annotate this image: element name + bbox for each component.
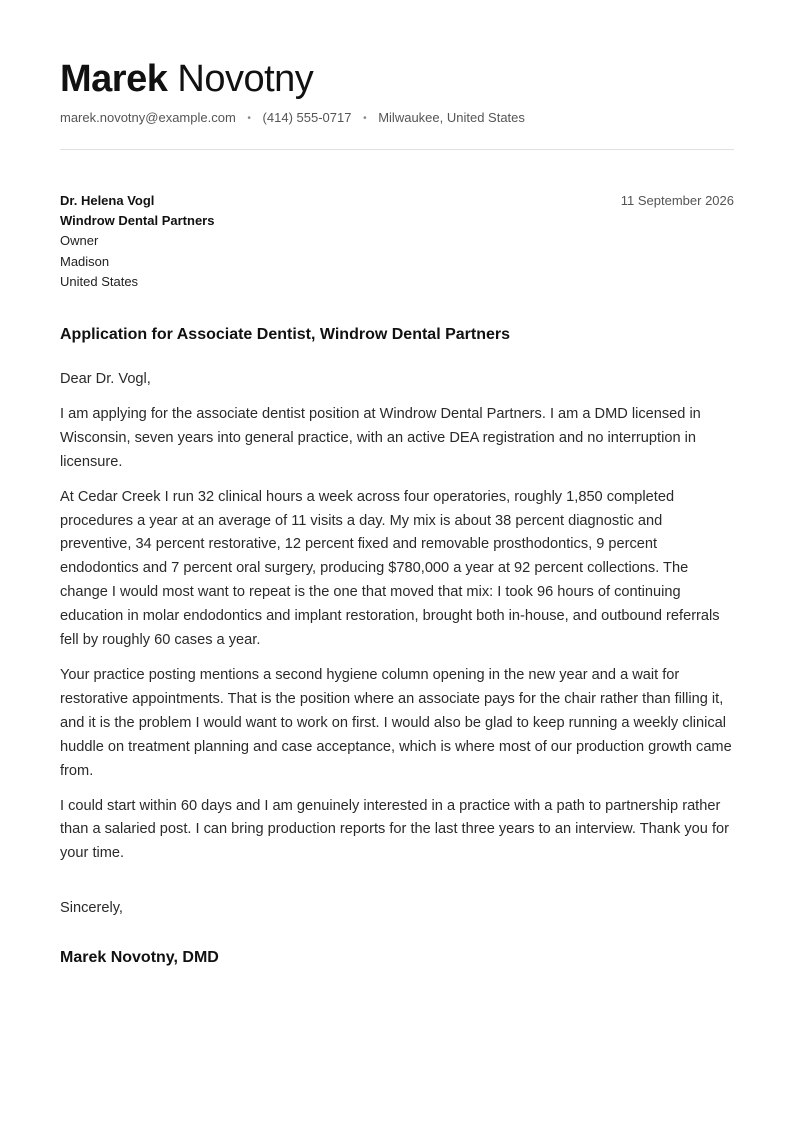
applicant-last-name: Novotny (177, 58, 314, 100)
recipient-block (60, 191, 214, 292)
body-paragraph: I could start within 60 days and I am genuinely interested in a practice with a path to partnership rather than a salaried post. I can bring production reports for the last three years to an interview. Thank you for your time. (60, 797, 729, 862)
recipient-city: Madison (60, 253, 110, 269)
applicant-first-name: Marek (60, 58, 168, 100)
body-paragraph: I am applying for the associate dentist position at Windrow Dental Partners. I am a DMD licensed in Wisconsin, seven years into general practice, with an active DEA registration and no interruption in licensure. (60, 405, 701, 470)
recipient-country: United States (60, 273, 139, 289)
letter-subject: Application for Associate Dentist, Windrow Dental Partners (60, 326, 510, 343)
contact-line (60, 109, 525, 128)
body-paragraph: Your practice posting mentions a second hygiene column opening in the new year and a wait for restorative appointments. That is the position where an associate pays for the chair rather than filling it, and it is the problem I would want to work on first. I would also be glad to keep running a weekly clinical huddle on treatment planning and case acceptance, which is where most of our production growth came from. (60, 666, 732, 779)
contact-separator: • (247, 113, 251, 124)
contact-email: marek.novotny@example.com (60, 110, 236, 125)
contact-location: Milwaukee, United States (378, 110, 525, 125)
recipient-company: Windrow Dental Partners (60, 213, 215, 229)
body-paragraph: At Cedar Creek I run 32 clinical hours a week across four operatories, roughly 1,850 completed procedures a year at an average of 11 visits a day. My mix is about 38 percent diagnostic and preventive, 34 percent restorative, 12 percent fixed and removable prosthodontics, 9 percent endodontics and 7 percent oral surgery, producing $780,000 a year at 92 percent collections. The change I would most want to repeat is the one that moved that mix: I took 96 hours of continuing education in molar endodontics and implant restoration, brought both in-house, and outbound referrals fell by roughly 60 cases a year. (60, 488, 720, 649)
recipient-title: Owner (60, 233, 99, 249)
letter-date: 11 September 2026 (620, 193, 734, 208)
applicant-name (60, 56, 313, 102)
closing: Sincerely, (60, 900, 123, 916)
header-divider (60, 149, 734, 150)
recipient-name: Dr. Helena Vogl (60, 193, 155, 208)
contact-phone: (414) 555-0717 (262, 110, 352, 125)
salutation: Dear Dr. Vogl, (60, 371, 151, 387)
signature: Marek Novotny, DMD (60, 949, 219, 966)
letter-body (60, 368, 734, 877)
contact-separator: • (363, 113, 367, 124)
